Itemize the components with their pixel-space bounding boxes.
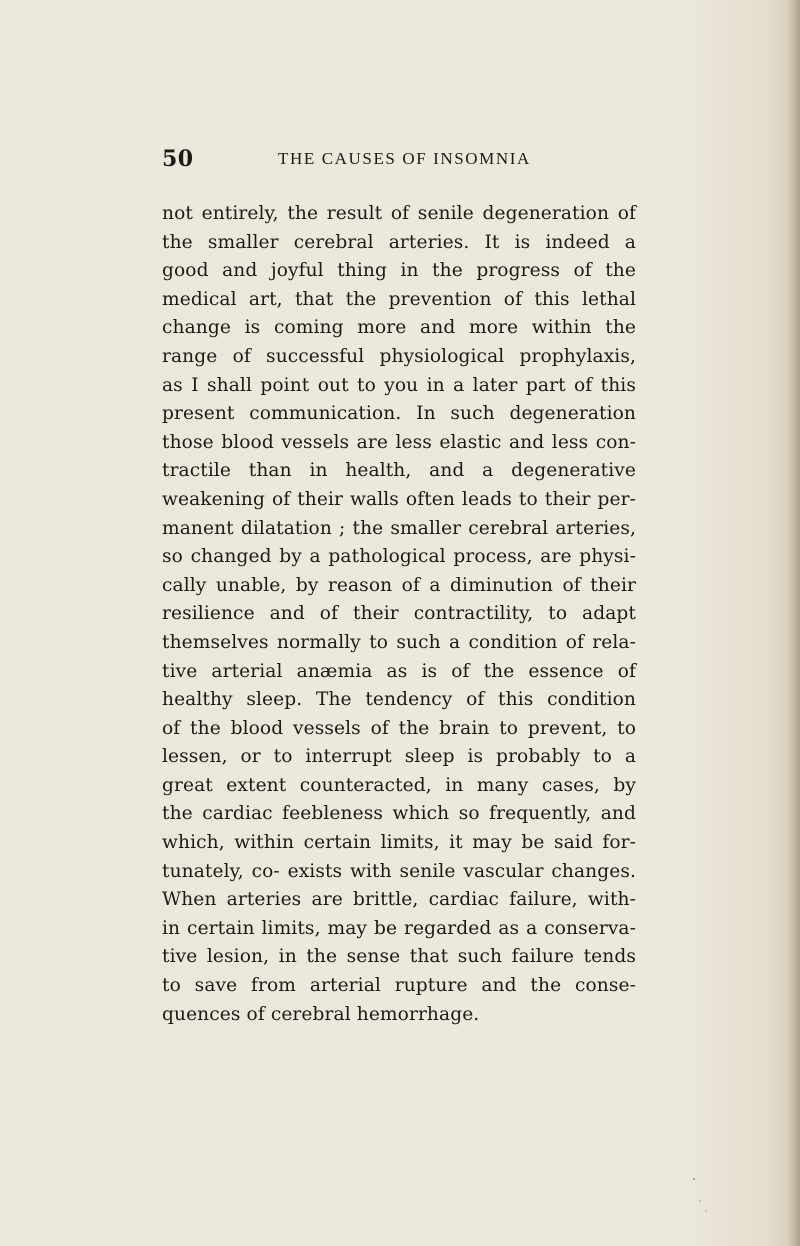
text-line: which, within certain limits, it may be said for- xyxy=(162,832,636,854)
text-line: quences of cerebral hemorrhage. xyxy=(162,1003,480,1025)
text-line: tractile than in health, and a degenerative xyxy=(162,460,636,482)
speck xyxy=(693,1178,695,1180)
text-line: weakening of their walls often leads to their per- xyxy=(162,488,636,510)
text-line: the smaller cerebral arteries. It is indeed a xyxy=(162,231,636,253)
speck xyxy=(705,1210,706,1211)
text-line: the cardiac feebleness which so frequently, and xyxy=(162,803,636,825)
text-line: range of successful physiological prophylaxis, xyxy=(162,345,636,367)
text-line: present communication. In such degeneration xyxy=(162,403,636,425)
running-head xyxy=(162,146,642,176)
text-line: in certain limits, may be regarded as a conserva- xyxy=(162,917,636,939)
body-paragraph xyxy=(162,200,636,1029)
text-line: healthy sleep. The tendency of this condition xyxy=(162,689,636,711)
text-line: of the blood vessels of the brain to prevent, to xyxy=(162,717,636,739)
text-line: to save from arterial rupture and the conse- xyxy=(162,975,636,997)
text-line: great extent counteracted, in many cases, by xyxy=(162,774,636,796)
text-line: themselves normally to such a condition of rela- xyxy=(162,631,636,653)
text-line: tive lesion, in the sense that such failure tends xyxy=(162,946,636,968)
text-line: those blood vessels are less elastic and less con- xyxy=(162,431,636,453)
text-line: so changed by a pathological process, are physi- xyxy=(162,546,636,568)
text-line: good and joyful thing in the progress of the xyxy=(162,260,636,282)
running-title: THE CAUSES OF INSOMNIA xyxy=(278,149,531,168)
page-edge-shadow xyxy=(786,0,800,1246)
text-line: as I shall point out to you in a later part of this xyxy=(162,374,636,396)
text-line: manent dilatation ; the smaller cerebral arteries, xyxy=(162,517,636,539)
page-number: 50 xyxy=(162,146,194,172)
text-line: tunately, co- exists with senile vascular changes. xyxy=(162,860,636,882)
paper-specks xyxy=(688,1175,728,1215)
text-line: resilience and of their contractility, to adapt xyxy=(162,603,636,625)
text-line: not entirely, the result of senile degeneration of xyxy=(162,203,636,224)
text-line: tive arterial anæmia as is of the essence of xyxy=(162,660,636,682)
text-line: change is coming more and more within the xyxy=(162,317,636,339)
text-line: When arteries are brittle, cardiac failure, with- xyxy=(162,889,636,911)
speck xyxy=(699,1200,701,1202)
text-line: cally unable, by reason of a diminution of their xyxy=(162,574,636,596)
text-line: lessen, or to interrupt sleep is probably to a xyxy=(162,746,636,768)
text-line: medical art, that the prevention of this lethal xyxy=(162,288,636,310)
